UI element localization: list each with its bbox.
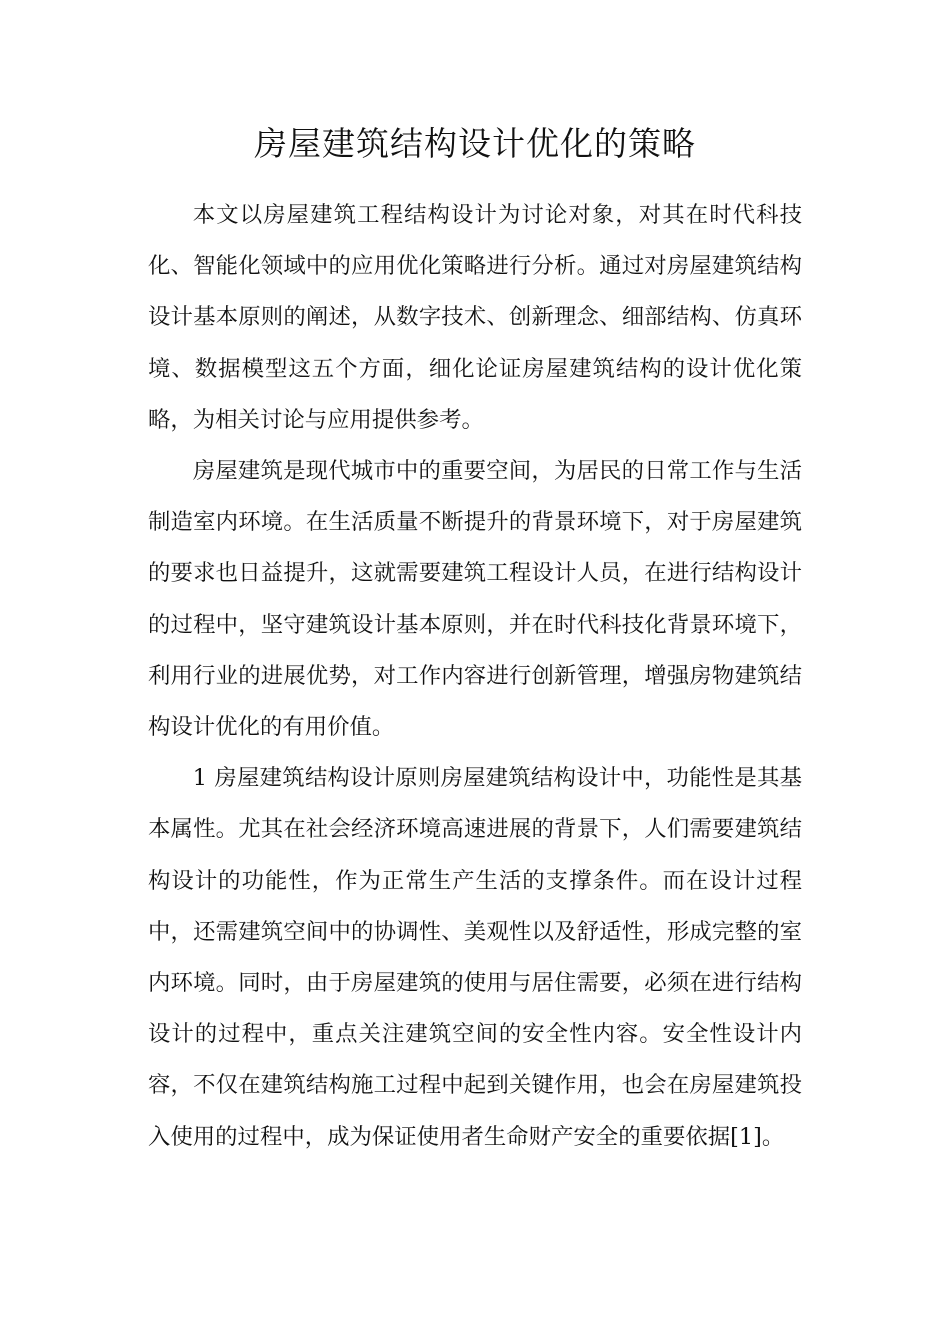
paragraph-abstract: 本文以房屋建筑工程结构设计为讨论对象，对其在时代科技化、智能化领域中的应用优化策略进行分析。通过对房屋建筑结构设计基本原则的阐述，从数字技术、创新理念、细部结构、仿真环境、数据模型这五个方面，细化论证房屋建筑结构的设计优化策略，为相关讨论与应用提供参考。 [148, 202, 802, 433]
paragraph-introduction: 房屋建筑是现代城市中的重要空间，为居民的日常工作与生活制造室内环境。在生活质量不断提升的背景环境下，对于房屋建筑的要求也日益提升，这就需要建筑工程设计人员，在进行结构设计的过程中，坚守建筑设计基本原则，并在时代科技化背景环境下，利用行业的进展优势，对工作内容进行创新管理，增强房物建筑结构设计优化的有用价值。 [148, 458, 802, 741]
paragraph-design-principles: 1 房屋建筑结构设计原则房屋建筑结构设计中，功能性是其基本属性。尤其在社会经济环境高速进展的背景下，人们需要建筑结构设计的功能性，作为正常生产生活的支撑条件。而在设计过程中，还需建筑空间中的协调性、美观性以及舒适性，形成完整的室内环境。同时，由于房屋建筑的使用与居住需要，必须在进行结构设计的过程中，重点关注建筑空间的安全性内容。安全性设计内容，不仅在建筑结构施工过程中起到关键作用，也会在房屋建筑投入使用的过程中，成为保证使用者生命财产安全的重要依据[1]。 [148, 765, 802, 1150]
document-body [148, 190, 802, 1163]
document-title: 房屋建筑结构设计优化的策略 [254, 124, 696, 163]
